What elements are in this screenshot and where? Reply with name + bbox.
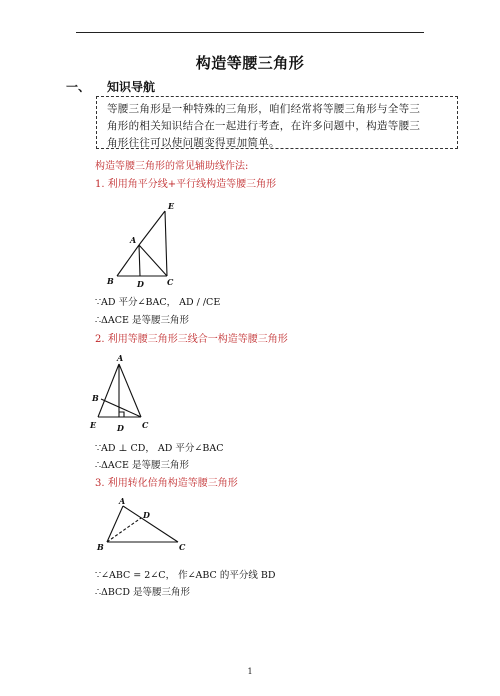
intro-line: 角形往往可以使问题变得更加简单。 [107, 137, 280, 149]
point-label: C [167, 277, 174, 287]
point-label: D [143, 510, 150, 520]
segment-AC [123, 506, 178, 542]
point-label: D [117, 423, 124, 433]
point-label: C [142, 420, 149, 430]
page-number: 1 [247, 667, 253, 676]
method-2-title: 2. 利用等腰三角形三线合一构造等腰三角形 [95, 334, 288, 345]
point-label: C [179, 542, 186, 552]
intro-box [96, 96, 458, 149]
segment-BA [117, 245, 139, 276]
figure-3-diagram [95, 496, 205, 562]
segment-AE [139, 211, 165, 245]
point-label: E [90, 420, 97, 430]
method-2-condition: ∵AD ⊥ CD， AD 平分∠BAC [95, 443, 224, 454]
method-1-condition: ∵AD 平分∠BAC， AD / /CE [95, 297, 221, 308]
segment-BA [107, 506, 123, 542]
figure-2-diagram [88, 352, 208, 440]
segment-AD [139, 245, 140, 276]
method-3-title: 3. 利用转化倍角构造等腰三角形 [95, 478, 238, 489]
point-label: B [107, 276, 114, 286]
point-label: A [117, 353, 124, 363]
method-1-title: 1. 利用角平分线+平行线构造等腰三角形 [95, 179, 277, 190]
section-number: 一、 [66, 80, 91, 94]
segment-EC [165, 211, 167, 276]
point-label: A [119, 496, 126, 506]
point-label: D [137, 279, 144, 289]
right-angle-mark [119, 412, 124, 417]
segment-AE [98, 364, 119, 417]
method-3-conclusion: ∴ΔBCD 是等腰三角形 [95, 587, 190, 598]
method-3-condition: ∵∠ABC = 2∠C， 作∠ABC 的平分线 BD [95, 570, 276, 581]
point-label: A [130, 235, 137, 245]
point-label: B [92, 393, 99, 403]
intro-line: 角形的相关知识结合在一起进行考查，在许多问题中，构造等腰三 [107, 120, 421, 132]
page-title: 构造等腰三角形 [195, 54, 305, 72]
section-title: 知识导航 [107, 80, 156, 94]
methods-heading: 构造等腰三角形的常见辅助线作法: [95, 161, 249, 172]
figure-1-diagram [95, 198, 215, 296]
point-label: E [168, 201, 175, 211]
method-2-conclusion: ∴ΔACE 是等腰三角形 [95, 460, 189, 471]
segment-AC [139, 245, 167, 276]
header-rule [76, 32, 424, 33]
method-1-conclusion: ∴ΔACE 是等腰三角形 [95, 315, 189, 326]
intro-line: 等腰三角形是一种特殊的三角形，咱们经常将等腰三角形与全等三 [107, 103, 421, 115]
point-label: B [97, 542, 104, 552]
